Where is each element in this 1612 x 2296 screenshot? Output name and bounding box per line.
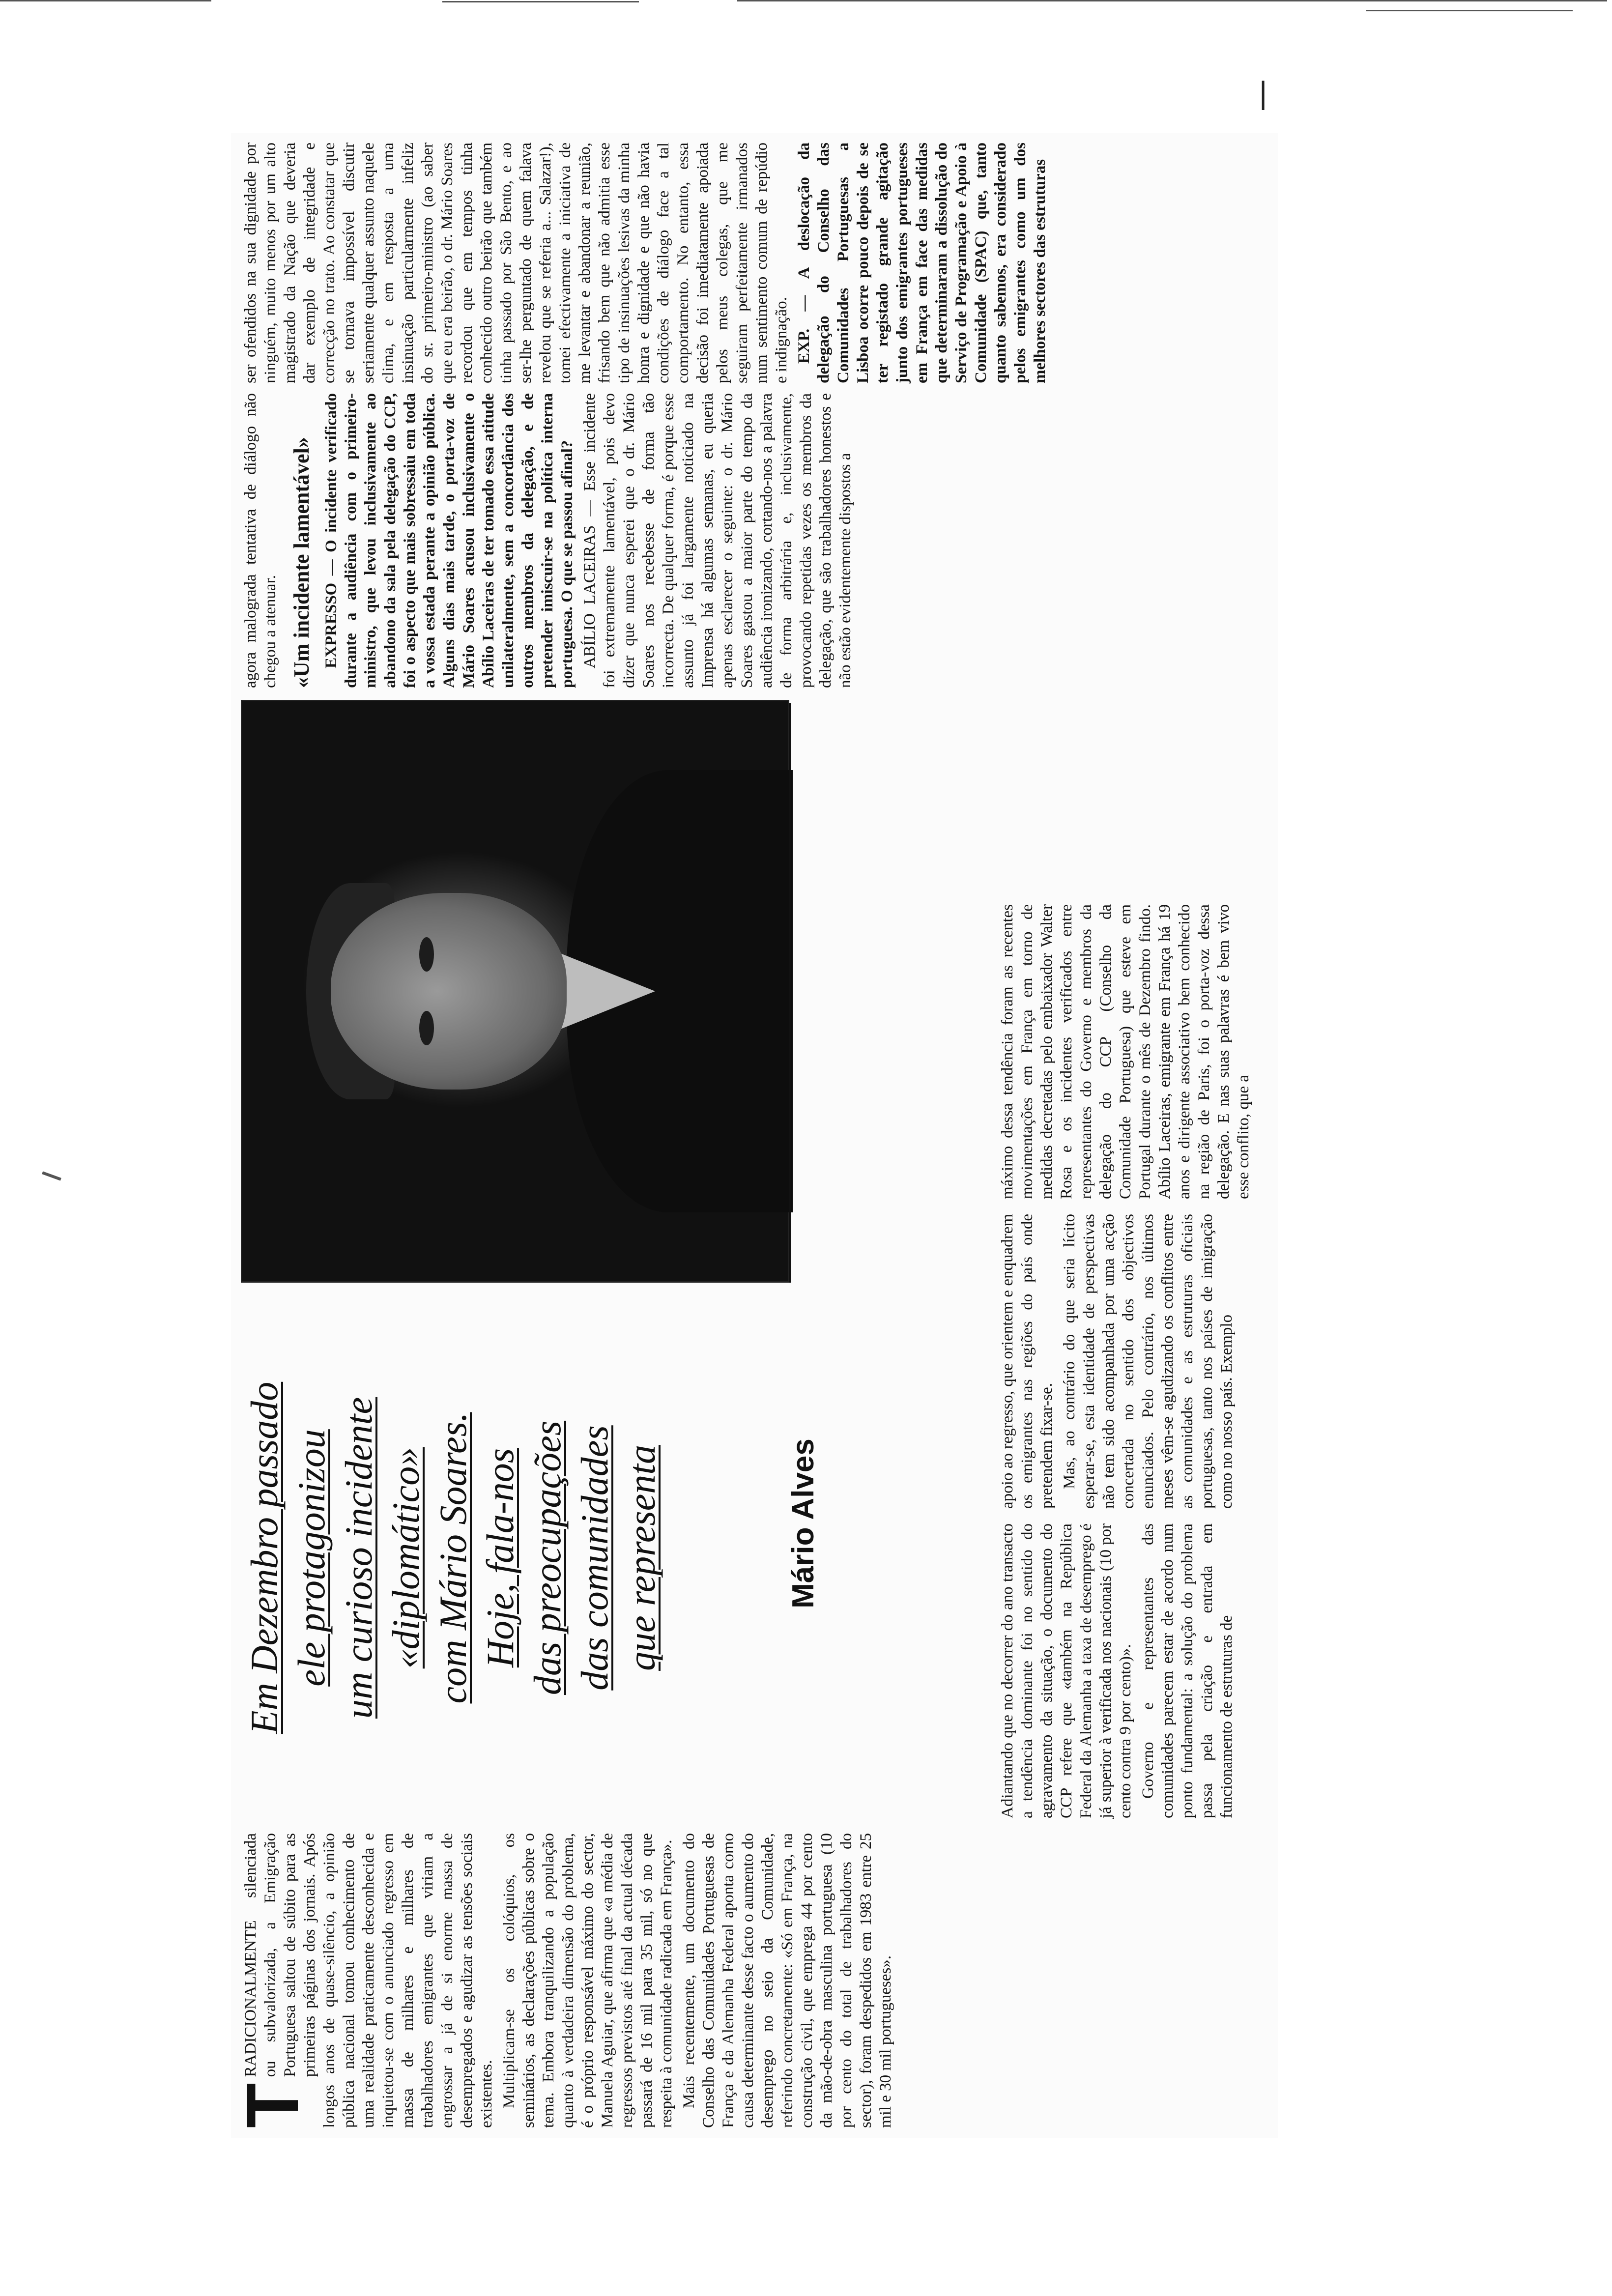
- headline-line: ele protagonizou: [290, 1429, 333, 1687]
- headline-line: «diplomático»: [384, 1447, 427, 1669]
- headline-line: das comunidades: [573, 1425, 616, 1691]
- drop-cap: T: [231, 2083, 314, 2128]
- scan-artifact-line: [1366, 10, 1573, 11]
- article-column-4: [998, 904, 1268, 1199]
- newspaper-clipping: [231, 133, 1278, 2138]
- article-column-1: [231, 1833, 1268, 2128]
- scan-artifact-mark: [42, 1171, 61, 1180]
- paragraph: Mais recentemente, um documento do Conselho das Comunidades Portuguesas de França e da Alemanha Federal aponta como causa determinante desse facto o aumento do desemprego no seio da Comunidade, referindo concretamente: «Só em França, na construção civil, que emprega 44 por cento da mão-de-obra masculina portuguesa (10 por cento do total de trabalhadores do sector), foram despedidos em 1983 entre 25 mil e 30 mil portugueses».: [680, 1833, 894, 2128]
- margin-mark: |: [1258, 76, 1268, 111]
- headline-line: que representa: [620, 1445, 663, 1671]
- article-column-6: [241, 143, 1268, 383]
- photo-face: [331, 893, 567, 1090]
- paragraph: Governo e representantes das comunidades parecem estar de acordo num ponto fundamental: a solução do problema passa pela criação e entrada em funcionamento de estruturas de: [1139, 1523, 1236, 1818]
- byline: Mário Alves: [786, 1438, 820, 1608]
- paragraph: Adiantando que no decorrer do ano transacto a tendência dominante foi no sentido do agravamento da situação, o documento do CCP refere que «também na República Federal da Alemanha a taxa de desemprego é já superior à verificada nos nacionais (10 por cento contra 9 por cento)».: [999, 1523, 1134, 1818]
- article-column-3: [998, 1214, 1268, 1509]
- portrait-photo: [241, 700, 789, 1283]
- scan-artifact-line: [737, 0, 1607, 1]
- headline: [241, 1297, 665, 1818]
- paragraph: Multiplicam-se os colóquios, os seminários, as declarações públicas sobre o tema. Embora tranquilizando a população quanto à verdadeira dimensão do problema, é o próprio responsável máximo do sector, Manuela Aguiar, que afirma que «a média de regressos previstos até final da actual década passará de 16 mil para 35 mil, só no que respeita à comunidade radicada em França».: [500, 1833, 675, 2128]
- paragraph: ser ofendidos na sua dignidade por ninguém, muito menos por um alto magistrado da Nação que deveria dar exemplo de integridade e correcção no trato. Ao constatar que se tornava impossível discutir seriamente qualquer assunto naquele clima, e em resposta a uma insinuação particularmente infeliz do sr. primeiro-ministro (ao saber que eu era beirão, o dr. Mário Soares recordou que em tempos tinha conhecido outro beirão que também tinha passado por São Bento, e ao ser-lhe perguntado de quem falava revelou que se referia a... Salazar!), tomei efectivamente a iniciativa de me levantar e abandonar a reunião, frisando bem que não admitia esse tipo de insinuações lesivas da minha honra e dignidade e que não havia condições de diálogo face a tal comportamento. No entanto, essa decisão foi imediatamente apoiada pelos meus colegas, que me seguiram perfeitamente irmanados num sentimento comum de repúdio e indignação.: [242, 143, 790, 383]
- scan-artifact-line: [0, 0, 211, 1]
- paragraph: máximo dessa tendência foram as recentes movimentações em França em torno de medidas decretadas pelo embaixador Walter Rosa e os incidentes verificados entre representantes do Governo e membros da delegação do CCP (Conselho da Comunidade Portuguesa) que esteve em Portugal durante o mês de Dezembro findo. Abílio Laceiras, emigrante em França há 19 anos e dirigente associativo bem conhecido na região de Paris, foi o porta-voz dessa delegação. E nas suas palavras é bem vivo esse conflito, que a: [999, 904, 1252, 1199]
- headline-line: Em Dezembro passado: [243, 1381, 286, 1734]
- photo-eye: [419, 937, 434, 972]
- interview-question: EXPRESSO — O incidente verificado durante a audiência com o primeiro-ministro, que levou inclusivamente ao abandono da sala pela delegação do CCP, foi o aspecto que mais sobressaiu em toda a vossa estada perante a opinião pública. Alguns dias mais tarde, o porta-voz de Mário Soares acusou inclusivamente o Abílio Laceiras de ter tomado essa atitude unilateralmente, sem a concordância dos outros membros da delegação, e de pretender imiscuir-se na política interna portuguesa. O que se passou afinal?: [322, 393, 576, 688]
- headline-line: um curioso incidente: [337, 1397, 380, 1719]
- headline-line: com Mário Soares.: [432, 1412, 474, 1704]
- subheading: «Um incidente lamentável»: [289, 437, 314, 688]
- photo-eye: [419, 1011, 434, 1045]
- paragraph: Mas, ao contrário do que seria lícito esperar-se, esta identidade de perspectivas não tem sido acompanhada por uma acção concertada no sentido dos objectivos enunciados. Pelo contrário, nos últimos meses vêm-se agudizando os conflitos entre as comunidades e as estruturas oficiais portuguesas, tanto nos países de imigração como no nosso país. Exemplo: [1061, 1214, 1236, 1509]
- article-column-5: [241, 393, 1268, 688]
- headline-line: Hoje, fala-nos: [479, 1448, 521, 1668]
- article-column-2: [998, 1523, 1268, 1818]
- paragraph: agora malograda tentativa de diálogo não chegou a atenuar.: [242, 393, 279, 688]
- paragraph: RADICIONALMENTE silenciada ou subvalorizada, a Emigração Portuguesa saltou de súbito para as primeiras páginas dos jornais. Após longos anos de quase-silêncio, a opinião pública nacional tomou conhecimento de uma realidade praticamente desconhecida e inquietou-se com o anunciado regresso em massa de milhares e milhares de trabalhadores emigrantes que viriam a engrossar a já de si enorme massa de desempregados e agudizar as tensões sociais existentes.: [242, 1833, 495, 2128]
- interview-answer: ABÍLIO LACEIRAS — Esse incidente foi extremamente lamentável, pois devo dizer que nunca esperei que o dr. Mário Soares nos recebesse de forma tão incorrecta. De qualquer forma, é porque esse assunto já foi largamente noticiado na Imprensa há algumas semanas, eu queria apenas esclarecer o seguinte: o dr. Mário Soares gastou a maior parte do tempo da audiência ironizando, cortando-nos a palavra de forma arbitrária e, inclusivamente, provocando repetidas vezes os membros da delegação, que são trabalhadores honestos e não estão evidentemente dispostos a: [581, 393, 854, 688]
- clipping-content: [231, 133, 1278, 2138]
- headline-line: das preocupações: [526, 1420, 569, 1695]
- interview-question: EXP. — A deslocação da delegação do Conselho das Comunidades Portuguesas a Lisboa ocorre pouco depois de se ter registado grande agitação junto dos emigrantes portugueses em França em face das medidas que determinaram a dissolução do Serviço de Programação e Apoio à Comunidade (SPAC) que, tanto quanto sabemos, era considerado pelos emigrantes como um dos melhores sectores das estruturas: [795, 143, 1049, 383]
- scan-artifact-line: [442, 1, 639, 2]
- column-rule: [789, 703, 791, 1283]
- paragraph: apoio ao regresso, que orientem e enquadrem os emigrantes nas regiões do país onde pretendem fixar-se.: [999, 1214, 1056, 1509]
